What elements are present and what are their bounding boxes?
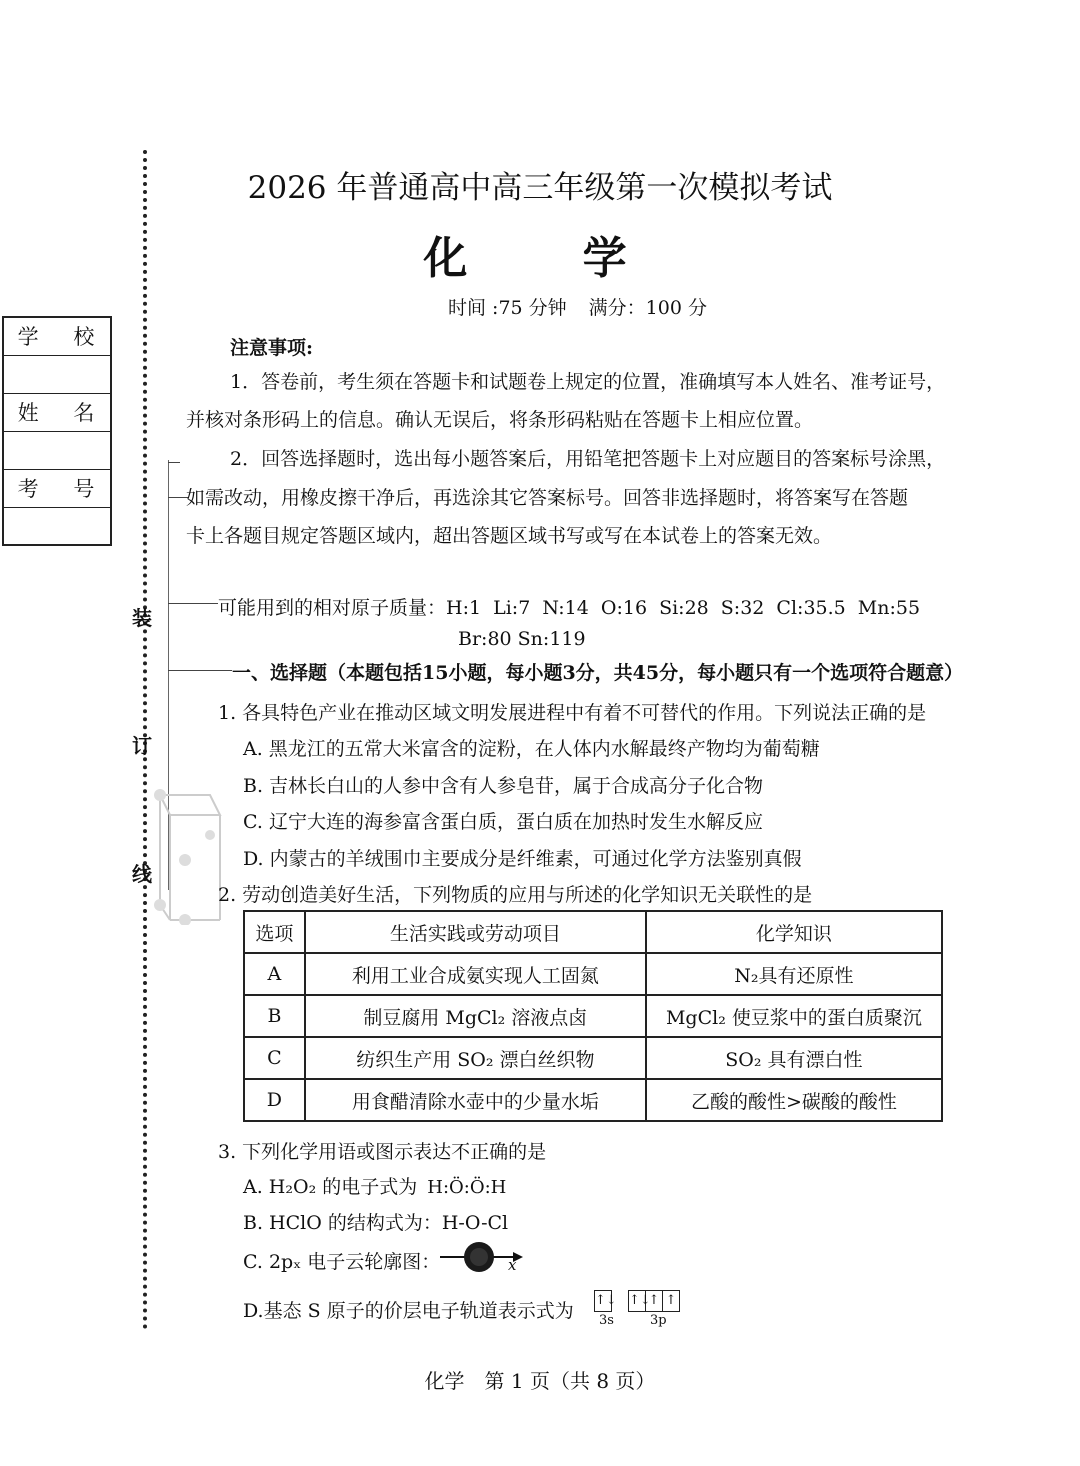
time-score-line	[448, 293, 729, 320]
time-text: 时间 :75 分钟	[448, 297, 567, 319]
table-row	[244, 995, 942, 1037]
q2-row-d-knowledge: 乙酸的酸性>碳酸的酸性	[646, 1079, 942, 1121]
note-1-line-2: 并核对条形码上的信息。确认无误后，将条形码粘贴在答题卡上相应位置。	[186, 409, 814, 431]
table-row	[244, 1079, 942, 1121]
exam-no-label: 考 号	[4, 470, 110, 508]
q3-option-b: B. HClO 的结构式为：H-O-Cl	[243, 1212, 509, 1234]
note-2-line-1: 2．回答选择题时，选出每小题答案后，用铅笔把答题卡上对应题目的答案标号涂黑，	[230, 448, 946, 470]
name-label: 姓 名	[4, 394, 110, 432]
orbital-3s-cell: ↑↓	[594, 1290, 612, 1312]
student-info-box	[2, 316, 112, 546]
note-2-line-3: 卡上各题目规定答题区域内，超出答题区域书写或写在本试卷上的答案无效。	[186, 525, 833, 547]
q2-row-d-option: D	[244, 1079, 305, 1121]
q3-option-a	[243, 1172, 506, 1199]
binding-char-xian: 线	[132, 862, 152, 886]
binding-tick-3	[168, 670, 232, 671]
school-label: 学 校	[4, 318, 110, 356]
q2-header-knowledge: 化学知识	[646, 911, 942, 953]
note-1-line-1: 1．答卷前，考生须在答题卡和试题卷上规定的位置，准确填写本人姓名、准考证号，	[230, 371, 946, 393]
q1-option-b: B. 吉林长白山的人参中含有人参皂苷，属于合成高分子化合物	[243, 775, 764, 797]
note-2-line-2: 如需改动，用橡皮擦干净后，再选涂其它答案标号。回答非选择题时，将答案写在答题	[186, 487, 909, 509]
q2-row-d-practice: 用食醋清除水壶中的少量水垢	[305, 1079, 646, 1121]
q2-row-c-option: C	[244, 1037, 305, 1079]
page-footer: 化学 第 1 页（共 8 页）	[424, 1369, 656, 1393]
q2-row-a-practice: 利用工业合成氨实现人工固氮	[305, 953, 646, 995]
orbital-3s-box	[594, 1289, 617, 1312]
binding-char-zhuang: 装	[132, 606, 152, 630]
school-field[interactable]	[4, 356, 110, 394]
q3-option-a-text: A. H₂O₂ 的电子式为	[243, 1176, 418, 1198]
table-row	[244, 1037, 942, 1079]
q2-stem: 2. 劳动创造美好生活，下列物质的应用与所述的化学知识无关联性的是	[218, 884, 813, 906]
q2-row-b-knowledge: MgCl₂ 使豆浆中的蛋白质聚沉	[646, 995, 942, 1037]
q2-row-b-practice: 制豆腐用 MgCl₂ 溶液点卤	[305, 995, 646, 1037]
exam-title: 2026 年普通高中高三年级第一次模拟考试	[247, 170, 833, 206]
binding-tick-top	[168, 462, 180, 463]
section-1-heading: 一、选择题（本题包括15小题，每小题3分，共45分，每小题只有一个选项符合题意）	[232, 662, 964, 684]
q3-option-c	[243, 1247, 440, 1274]
q3-option-c-text: C. 2pₓ 电子云轮廓图：	[243, 1251, 441, 1273]
orbital-3p-cell-3: ↑	[663, 1290, 680, 1312]
orbital-3p-boxes	[628, 1289, 680, 1312]
q2-row-c-practice: 纺织生产用 SO₂ 漂白丝织物	[305, 1037, 646, 1079]
q1-option-a: A. 黑龙江的五常大米富含的淀粉，在人体内水解最终产物均为葡萄糖	[243, 738, 820, 760]
atomic-mass-line-1: 可能用到的相对原子质量：H:1 Li:7 N:14 O:16 Si:28 S:32 Cl:35.5 Mn:55	[218, 597, 921, 619]
orbital-3p-cell-1: ↑↓	[628, 1290, 646, 1312]
q2-row-a-knowledge: N₂具有还原性	[646, 953, 942, 995]
binding-tick-2	[168, 603, 218, 604]
q2-row-c-knowledge: SO₂ 具有漂白性	[646, 1037, 942, 1079]
orbital-x-axis-label: x	[508, 1256, 517, 1274]
q2-header-practice: 生活实践或劳动项目	[305, 911, 646, 953]
table-row	[244, 953, 942, 995]
q1-option-c: C. 辽宁大连的海参富含蛋白质，蛋白质在加热时发生水解反应	[243, 811, 763, 833]
orbital-3p-label: 3p	[650, 1313, 667, 1328]
orbital-3s-label: 3s	[599, 1313, 614, 1328]
q2-table-header	[244, 911, 942, 953]
q3-option-d: D.基态 S 原子的价层电子轨道表示式为	[243, 1300, 574, 1322]
q2-header-option: 选项	[244, 911, 305, 953]
name-field[interactable]	[4, 432, 110, 470]
h2o2-electron-formula: H:Ö:Ö:H	[427, 1177, 507, 1198]
q2-table	[243, 910, 943, 1122]
binding-char-ding: 订	[132, 734, 152, 758]
q1-stem: 1. 各具特色产业在推动区域文明发展进程中有着不可替代的作用。下列说法正确的是	[218, 702, 927, 724]
p-orbital-diagram	[435, 1240, 535, 1276]
notes-heading: 注意事项:	[230, 337, 314, 359]
subject-title: 化 学	[423, 233, 677, 284]
exam-no-field[interactable]	[4, 508, 110, 546]
q2-row-b-option: B	[244, 995, 305, 1037]
q3-stem: 3. 下列化学用语或图示表达不正确的是	[218, 1141, 547, 1163]
q2-row-a-option: A	[244, 953, 305, 995]
score-text: 满分：100 分	[588, 297, 707, 319]
orbital-3p-cell-2: ↑	[646, 1290, 663, 1312]
q1-option-d: D. 内蒙古的羊绒围巾主要成分是纤维素，可通过化学方法鉴别真假	[243, 848, 802, 870]
atomic-mass-line-2: Br:80 Sn:119	[458, 628, 586, 650]
binding-tick-1	[168, 497, 188, 498]
